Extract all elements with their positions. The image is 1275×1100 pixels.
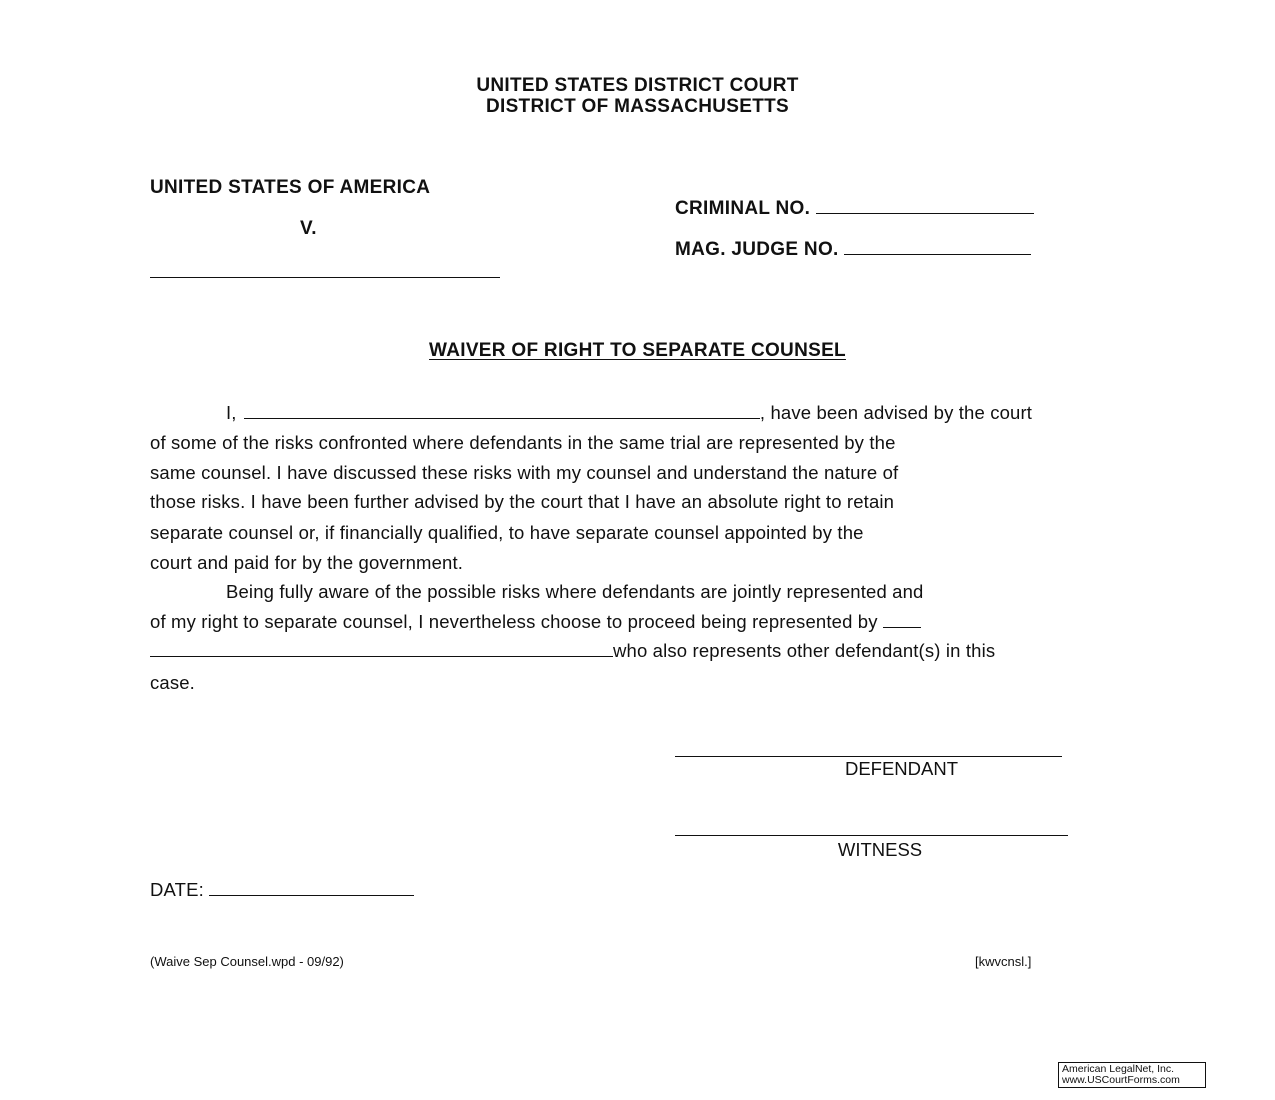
witness-signature-line[interactable] (675, 835, 1068, 836)
counsel-name-field[interactable] (150, 656, 613, 657)
criminal-no-row (675, 198, 1034, 220)
body-line-8 (150, 611, 921, 633)
criminal-no-field[interactable] (816, 213, 1034, 214)
date-field[interactable] (209, 895, 414, 896)
body-line-1 (226, 402, 1032, 424)
body-line-2: of some of the risks confronted where defendants in the same trial are represented by the (150, 432, 896, 453)
mag-judge-no-label: MAG. JUDGE NO. (675, 239, 839, 260)
body-line-3: same counsel. I have discussed these risks with my counsel and understand the nature of (150, 462, 899, 483)
defendant-label: DEFENDANT (844, 758, 959, 779)
publisher-stamp (1058, 1062, 1206, 1088)
defendant-name-field[interactable] (244, 418, 760, 419)
body-line-7: Being fully aware of the possible risks where defendants are jointly represented and (226, 581, 924, 602)
publisher-name: American LegalNet, Inc. (1062, 1063, 1175, 1075)
criminal-no-label: CRIMINAL NO. (675, 198, 811, 219)
body-line-6: court and paid for by the government. (150, 552, 464, 573)
body-p2-line2-text: of my right to separate counsel, I nevertheless choose to proceed being represented by (150, 611, 878, 632)
body-p1-prefix: I, (226, 402, 237, 423)
defendant-signature-line[interactable] (675, 756, 1062, 757)
district-name: DISTRICT OF MASSACHUSETTS (485, 96, 790, 117)
publisher-url: www.USCourtForms.com (1062, 1074, 1180, 1086)
date-row (150, 879, 414, 901)
mag-judge-no-row (675, 239, 1031, 261)
document-title-text: WAIVER OF RIGHT TO SEPARATE COUNSEL (429, 340, 846, 361)
body-line-10: case. (150, 672, 195, 693)
date-label: DATE: (150, 879, 204, 900)
file-reference: (Waive Sep Counsel.wpd - 09/92) (150, 954, 344, 969)
document-title (0, 340, 1275, 362)
court-name: UNITED STATES DISTRICT COURT (476, 75, 799, 96)
mag-judge-no-field[interactable] (844, 254, 1031, 255)
body-line-5: separate counsel or, if financially qualified, to have separate counsel appointed by the (150, 522, 864, 543)
body-p1-suffix: , have been advised by the court (759, 402, 1033, 423)
versus-label: V. (300, 218, 317, 239)
body-line-4: those risks. I have been further advised by the court that I have an absolute right to retain (150, 491, 895, 512)
counsel-name-field-start[interactable] (883, 627, 921, 628)
body-line-9 (150, 640, 995, 662)
defendant-name-line[interactable] (150, 277, 500, 278)
witness-label: WITNESS (837, 839, 923, 860)
form-code: [kwvcnsl.] (975, 954, 1032, 969)
plaintiff-name: UNITED STATES OF AMERICA (150, 177, 431, 198)
body-p2-line3-suffix: who also represents other defendant(s) in this (613, 640, 996, 661)
